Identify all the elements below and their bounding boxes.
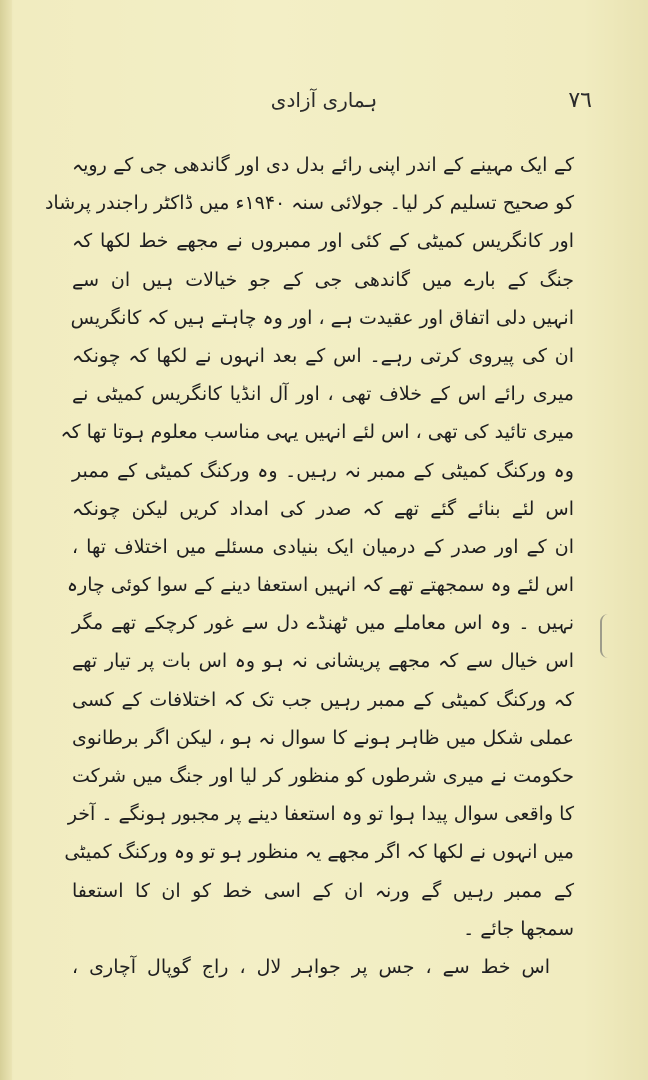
body-text [44, 146, 574, 986]
text-line: اس لئے وہ سمجھتے تھے کہ انہیں استعفا دینے کے سوا کوئی چارہ [66, 574, 574, 597]
text-line: جنگ کے بارے میں گاندھی جی کے جو خیالات ہیں ان سے [72, 268, 574, 291]
text-line: کے ممبر رہیں گے ورنہ ان کے اسی خط کو ان کا استعفا [72, 879, 574, 902]
text-line: وہ ورکنگ کمیٹی کے ممبر نہ رہیں۔ وہ ورکنگ کمیٹی کے ممبر [72, 459, 574, 482]
text-line: نہیں ۔ وہ اس معاملے میں ٹھنڈے دل سے غور کرچکے تھے مگر [72, 612, 574, 635]
text-line: حکومت نے میری شرطوں کو منظور کر لیا اور جنگ میں شرکت [72, 765, 574, 787]
text-line: انہیں دلی اتفاق اور عقیدت ہے ، اور وہ چاہتے ہیں کہ کانگریس [70, 306, 574, 329]
text-line-paragraph-start: اس خط سے ، جس پر جواہر لال ، راج گوپال آچاری ، [72, 955, 550, 978]
text-line: میں انہوں نے لکھا کہ اگر مجھے یہ منظور ہو تو وہ ورکنگ کمیٹی [64, 841, 574, 864]
text-line: کو صحیح تسلیم کر لیا۔ جولائی سنہ ۱۹۴۰ء میں ڈاکٹر راجندر پرشاد [44, 192, 574, 215]
page-number: ٧٦ [568, 88, 592, 113]
text-line: کہ ورکنگ کمیٹی کے ممبر رہیں جب تک کہ اختلافات کے کسی [72, 688, 574, 711]
text-line: اس خیال سے کہ مجھے پریشانی نہ ہو وہ اس بات پر تیار تھے [72, 650, 574, 673]
text-line: کا واقعی سوال پیدا ہوا تو وہ استعفا دینے پر مجبور ہونگے ۔ آخر [67, 803, 574, 826]
text-line: اس لئے بنائے گئے تھے کہ صدر کی امداد کریں لیکن چونکہ [72, 497, 574, 520]
text-line: میری رائے اس کے خلاف تھی ، اور آل انڈیا کانگریس کمیٹی نے [72, 383, 574, 406]
text-line: اور کانگریس کمیٹی کے کئی اور ممبروں نے مجھے خط لکھا کہ [72, 230, 574, 253]
text-line: ان کی پیروی کرتی رہے۔ اس کے بعد انہوں نے لکھا کہ چونکہ [72, 344, 574, 367]
text-line: میری تائید کی تھی ، اس لئے انہیں یہی مناسب معلوم ہوتا تھا کہ [60, 421, 574, 444]
text-line-paragraph-end: سمجھا جائے ۔ [463, 917, 574, 940]
text-line: کے ایک مہینے کے اندر اپنی رائے بدل دی اور گاندھی جی کے رویہ [72, 154, 574, 176]
text-line: ان کے اور صدر کے درمیان ایک بنیادی مسئلے میں اختلاف تھا ، [72, 535, 574, 558]
pencil-margin-mark [600, 614, 612, 658]
text-line: عملی شکل میں ظاہر ہونے کا سوال نہ ہو ، لیکن اگر برطانوی [72, 726, 574, 749]
running-title: ہماری آزادی [270, 88, 378, 112]
page-spine-shadow [0, 0, 12, 1080]
